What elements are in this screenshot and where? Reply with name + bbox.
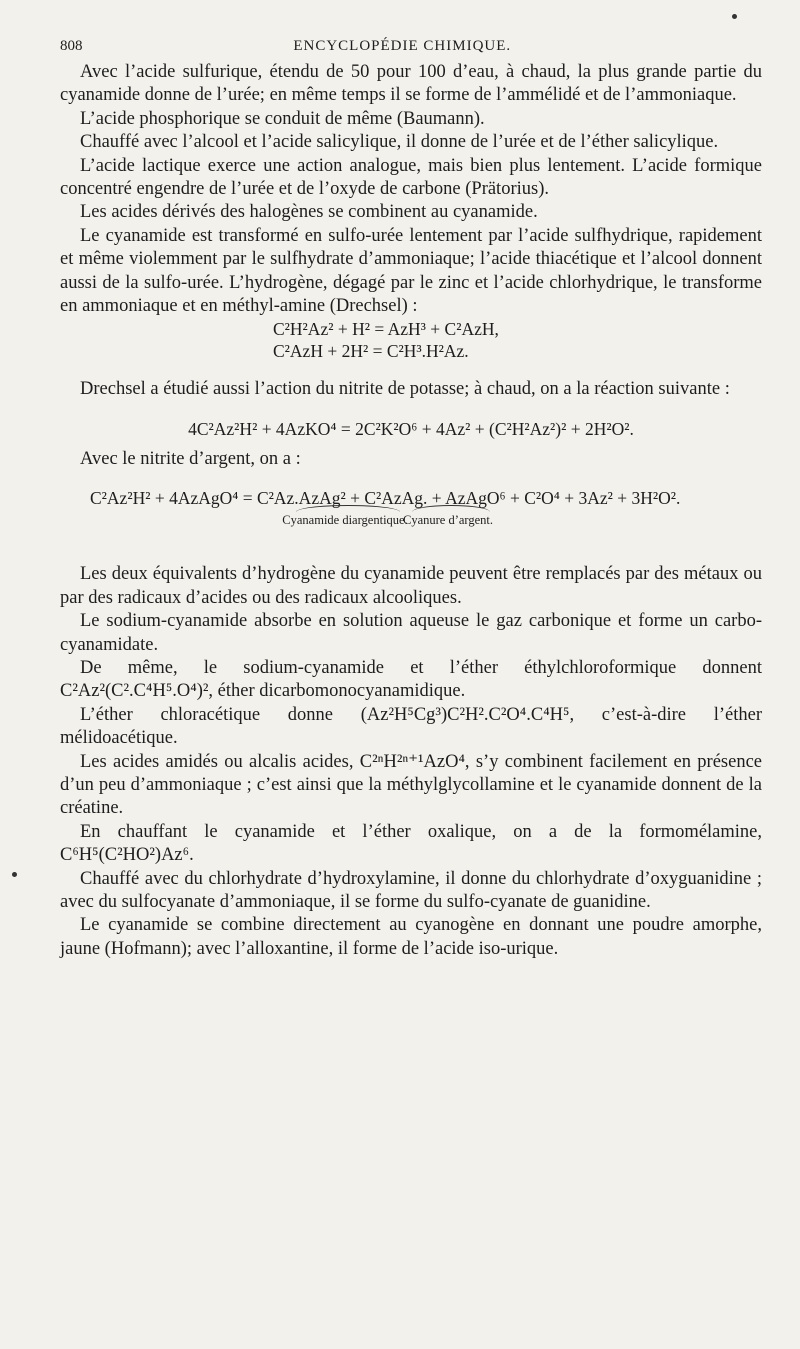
equation: C²Az²H² + 4AzAgO⁴ = C²Az.AzAg² + C²AzAg. + AzAgO⁶ + C²O⁴ + 3Az² + 3H²O². bbox=[90, 488, 681, 509]
page-number: 808 bbox=[60, 38, 83, 54]
margin-bullet bbox=[12, 872, 17, 877]
print-mark bbox=[732, 14, 737, 19]
paragraph: Le cyanamide se combine directement au cyanogène en donnant une poudre amorphe, jaune (Hofmann); avec l’alloxantine, il forme de l’acide iso-urique. bbox=[60, 915, 762, 959]
equation-annotations bbox=[60, 509, 762, 547]
paragraph: L’acide lactique exerce une action analogue, mais bien plus lentement. L’acide formique concentré engendre de l’urée et de l’oxyde de carbone (Prätorius). bbox=[60, 155, 762, 200]
paragraph: Les acides dérivés des halogènes se combinent au cyanamide. bbox=[80, 202, 538, 223]
paragraph: L’éther chloracétique donne (Az²H⁵Cg³)C²H².C²O⁴.C⁴H⁵, c’est-à-dire l’éther mélidoacétique. bbox=[60, 704, 762, 749]
label-cyanure-argent: Cyanure d’argent. bbox=[402, 513, 493, 528]
paragraph: Le sodium-cyanamide absorbe en solution aqueuse le gaz carbonique et forme un carbo-cyanamidate. bbox=[60, 611, 762, 655]
paragraph: Avec le nitrite d’argent, on a : bbox=[80, 448, 301, 469]
running-title: ENCYCLOPÉDIE CHIMIQUE. bbox=[293, 38, 512, 54]
paragraph: Drechsel a étudié aussi l’action du nitrite de potasse; à chaud, on a la réaction suivante : bbox=[80, 379, 730, 400]
equation: C²H²Az² + H² = AzH³ + C²AzH, bbox=[273, 319, 499, 340]
paragraph: Avec l’acide sulfurique, étendu de 50 pour 100 d’eau, à chaud, la plus grande partie du cyanamide donne de l’urée; en même temps il se forme de l’ammélidé et de l’ammoniaque. bbox=[60, 62, 762, 106]
paragraph: Les acides amidés ou alcalis acides, C²ⁿH²ⁿ⁺¹AzO⁴, s’y combinent facilement en présence d’un peu d’ammoniaque ; c’est ainsi que la méthylglycollamine et le cyanamide donnent de la créatine. bbox=[60, 751, 762, 819]
paragraph: L’acide phosphorique se conduit de même (Baumann). bbox=[80, 108, 485, 129]
paragraph: Chauffé avec du chlorhydrate d’hydroxylamine, il donne du chlorhydrate d’oxyguanidine ; avec du sulfocyanate d’ammoniaque, il se forme du sulfo-cyanate de guanidine. bbox=[60, 868, 762, 912]
label-cyanamide-diargentique: Cyanamide diargentique. bbox=[282, 513, 408, 528]
paragraph: Le cyanamide est transformé en sulfo-urée lentement par l’acide sulfhydrique, rapidement et même violemment par le sulfhydrate d’ammoniaque; l’acide thiacétique et l’alcool donnent aussi de la sulfo-urée. L’hydrogène, dégagé par le zinc et l’acide chlorhydrique, le transforme en ammoniaque et en méthyl-amine (Drechsel) : bbox=[60, 225, 762, 317]
paragraph: De même, le sodium-cyanamide et l’éther éthylchloroformique donnent C²Az²(C².C⁴H⁵.O⁴)², éther dicarbomonocyanamidique. bbox=[60, 657, 762, 702]
paragraph: Chauffé avec l’alcool et l’acide salicylique, il donne de l’urée et de l’éther salicylique. bbox=[80, 132, 719, 153]
paragraph: En chauffant le cyanamide et l’éther oxalique, on a de la formomélamine, C⁶H⁵(C²HO²)Az⁶. bbox=[60, 821, 762, 866]
running-header bbox=[60, 38, 762, 55]
equation: C²AzH + 2H² = C²H³.H²Az. bbox=[273, 341, 469, 362]
page bbox=[60, 38, 762, 961]
equation: 4C²Az²H² + 4AzKO⁴ = 2C²K²O⁶ + 4Az² + (C²H²Az²)² + 2H²O². bbox=[188, 418, 634, 439]
paragraph: Les deux équivalents d’hydrogène du cyanamide peuvent être remplacés par des métaux ou par des radicaux d’acides ou des radicaux alcooliques. bbox=[60, 564, 762, 608]
